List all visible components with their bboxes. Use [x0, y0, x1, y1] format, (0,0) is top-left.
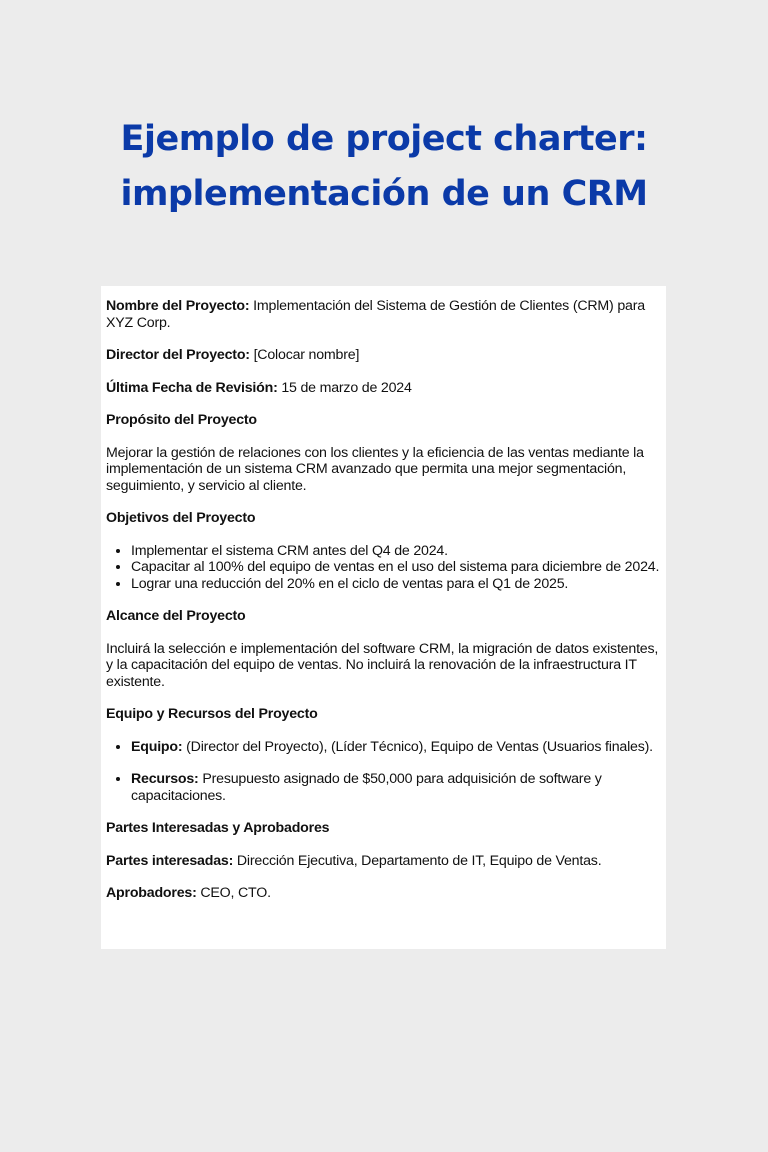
project-director-field [106, 347, 660, 364]
scope-text: Incluirá la selección e implementación del software CRM, la migración de datos existentes, y la capacitación del equipo de ventas. No incluirá la renovación de la infraestructura IT existente. [106, 640, 659, 690]
resources-label: Recursos: [131, 771, 199, 787]
objectives-heading: Objetivos del Proyecto [106, 510, 256, 526]
project-name-field [106, 298, 660, 331]
approvers-value: CEO, CTO. [196, 885, 271, 901]
list-item: • Capacitar al 100% del equipo de ventas en el uso del sistema para diciembre de 2024. [131, 559, 660, 576]
list-item: • Implementar el sistema CRM antes del Q4 de 2024. [131, 543, 660, 560]
interested-parties-value: Dirección Ejecutiva, Departamento de IT, Equipo de Ventas. [233, 852, 602, 869]
charter-card [101, 286, 666, 949]
team-value: (Director del Proyecto), (Líder Técnico), Equipo de Ventas (Usuarios finales). [182, 738, 653, 755]
project-name-label: Nombre del Proyecto: [106, 298, 250, 314]
interested-parties-field [106, 853, 660, 870]
approvers-label: Aprobadores: [106, 885, 197, 901]
list-item-team [131, 739, 660, 756]
list-item-resources [131, 771, 660, 804]
title-line-2: implementación de un CRM [120, 174, 648, 214]
interested-parties-label: Partes interesadas: [106, 852, 234, 869]
project-director-label: Director del Proyecto: [106, 347, 250, 363]
page-title [0, 112, 768, 222]
resources-value: Presupuesto asignado de $50,000 para adquisición de software y capacitaciones. [131, 771, 602, 804]
team-resources-heading: Equipo y Recursos del Proyecto [106, 706, 318, 722]
team-label: Equipo: [131, 738, 183, 755]
team-resources-list [106, 739, 660, 805]
last-revision-field [106, 380, 660, 397]
purpose-text: Mejorar la gestión de relaciones con los clientes y la eficiencia de las ventas mediante la implementación de un sistema CRM avanzado que permita una mejor segmentación, seguimiento, y servicio al cliente. [106, 444, 644, 494]
approvers-field [106, 885, 660, 902]
project-name-value: Implementación del Sistema de Gestión de Clientes (CRM) para XYZ Corp. [106, 298, 645, 331]
objectives-list [106, 543, 660, 593]
list-item: • Lograr una reducción del 20% en el ciclo de ventas para el Q1 de 2025. [131, 576, 660, 593]
scope-heading: Alcance del Proyecto [106, 608, 246, 624]
title-line-1: Ejemplo de project charter: [120, 119, 648, 159]
purpose-heading: Propósito del Proyecto [106, 412, 257, 428]
project-director-value: [Colocar nombre] [249, 347, 360, 363]
last-revision-label: Última Fecha de Revisión: [106, 379, 278, 396]
last-revision-value: 15 de marzo de 2024 [277, 379, 412, 396]
stakeholders-heading: Partes Interesadas y Aprobadores [106, 820, 330, 836]
